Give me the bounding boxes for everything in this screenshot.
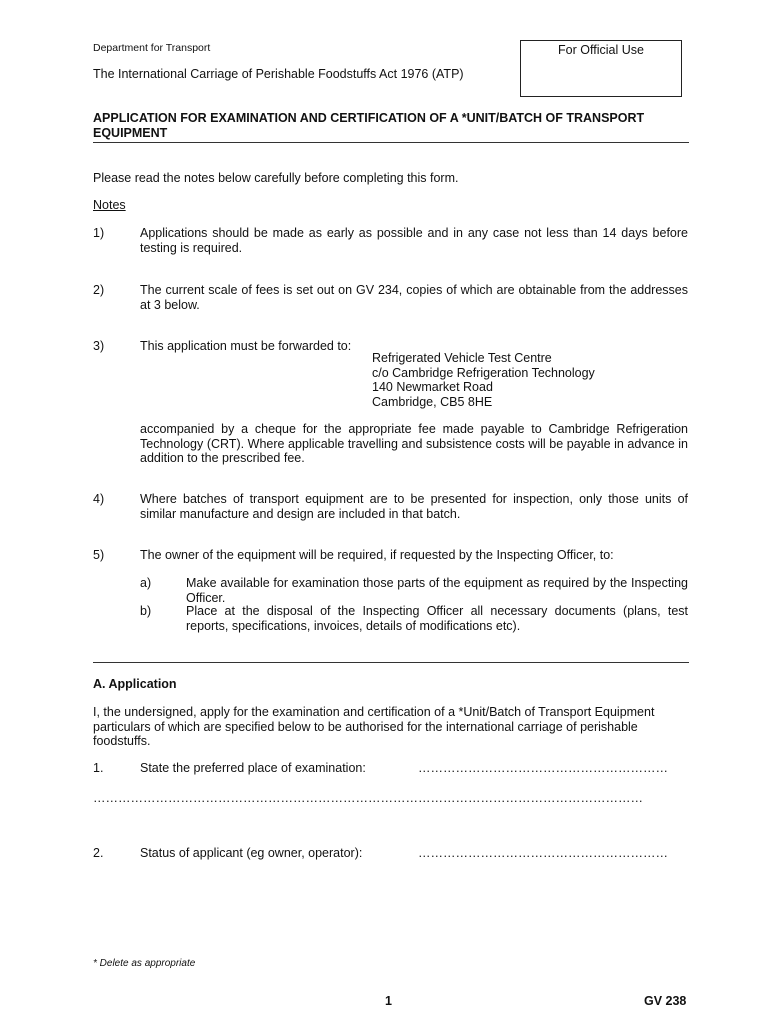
footnote: * Delete as appropriate — [93, 958, 196, 969]
intro-text: Please read the notes below carefully before completing this form. — [93, 171, 459, 185]
note-text: Applications should be made as early as possible and in any case not less than 14 days before testing is required. — [140, 226, 688, 255]
note-number: 4) — [93, 492, 105, 506]
address-line: c/o Cambridge Refrigeration Technology — [372, 365, 595, 380]
form-title: APPLICATION FOR EXAMINATION AND CERTIFICATION OF A *UNIT/BATCH OF TRANSPORT EQUIPMENT — [93, 111, 645, 140]
notes-heading: Notes — [93, 198, 126, 212]
sub-item-label: a) — [140, 576, 152, 590]
question-label: Status of applicant (eg owner, operator): — [140, 846, 363, 860]
official-use-box — [520, 40, 682, 97]
section-a-heading: A. Application — [93, 677, 177, 691]
place-of-examination-field[interactable]: …………………………………………………… — [418, 761, 668, 775]
address-line: Cambridge, CB5 8HE — [372, 394, 493, 409]
question-label: State the preferred place of examination: — [140, 761, 366, 775]
sub-item-text: Make available for examination those parts of the equipment as required by the Inspecting Officer. — [186, 576, 688, 605]
page-number: 1 — [385, 994, 392, 1008]
note-number: 1) — [93, 226, 105, 240]
question-number: 2. — [93, 846, 104, 860]
section-divider — [93, 662, 689, 663]
official-use-label: For Official Use — [558, 43, 644, 57]
applicant-status-field[interactable]: …………………………………………………… — [418, 846, 668, 860]
address-block — [372, 351, 595, 409]
title-divider — [93, 142, 689, 143]
address-line: Refrigerated Vehicle Test Centre — [372, 351, 552, 365]
note3-followup: accompanied by a cheque for the appropriate fee made payable to Cambridge Refrigeration Technology (CRT). Where applicable travelling and subsistence costs will be payable in advance in addition to the prescribed fee. — [140, 422, 688, 465]
form-code: GV 238 — [644, 994, 687, 1008]
note-number: 2) — [93, 283, 105, 297]
section-a-paragraph: I, the undersigned, apply for the examination and certification of a *Unit/Batch of Transport Equipment particulars of which are specified below to be authorised for the international carriage of perishable foodstuffs. — [93, 705, 655, 748]
question-number: 1. — [93, 761, 104, 775]
note-number: 5) — [93, 548, 105, 562]
note-number: 3) — [93, 339, 105, 353]
department-label: Department for Transport — [93, 42, 211, 54]
place-of-examination-field-line2[interactable]: …………………………………………………………………………………………………………………… — [93, 791, 643, 805]
sub-item-text: Place at the disposal of the Inspecting Officer all necessary documents (plans, test reports, specifications, invoices, details of modifications etc). — [186, 604, 688, 633]
sub-item-label: b) — [140, 604, 152, 618]
note-text: The owner of the equipment will be required, if requested by the Inspecting Officer, to: — [140, 548, 614, 562]
act-title: The International Carriage of Perishable Foodstuffs Act 1976 (ATP) — [93, 67, 464, 81]
note-text: This application must be forwarded to: — [140, 339, 352, 353]
address-line: 140 Newmarket Road — [372, 380, 493, 394]
note-text: The current scale of fees is set out on GV 234, copies of which are obtainable from the addresses at 3 below. — [140, 283, 688, 312]
note-text: Where batches of transport equipment are to be presented for inspection, only those units of similar manufacture and design are included in that batch. — [140, 492, 688, 521]
